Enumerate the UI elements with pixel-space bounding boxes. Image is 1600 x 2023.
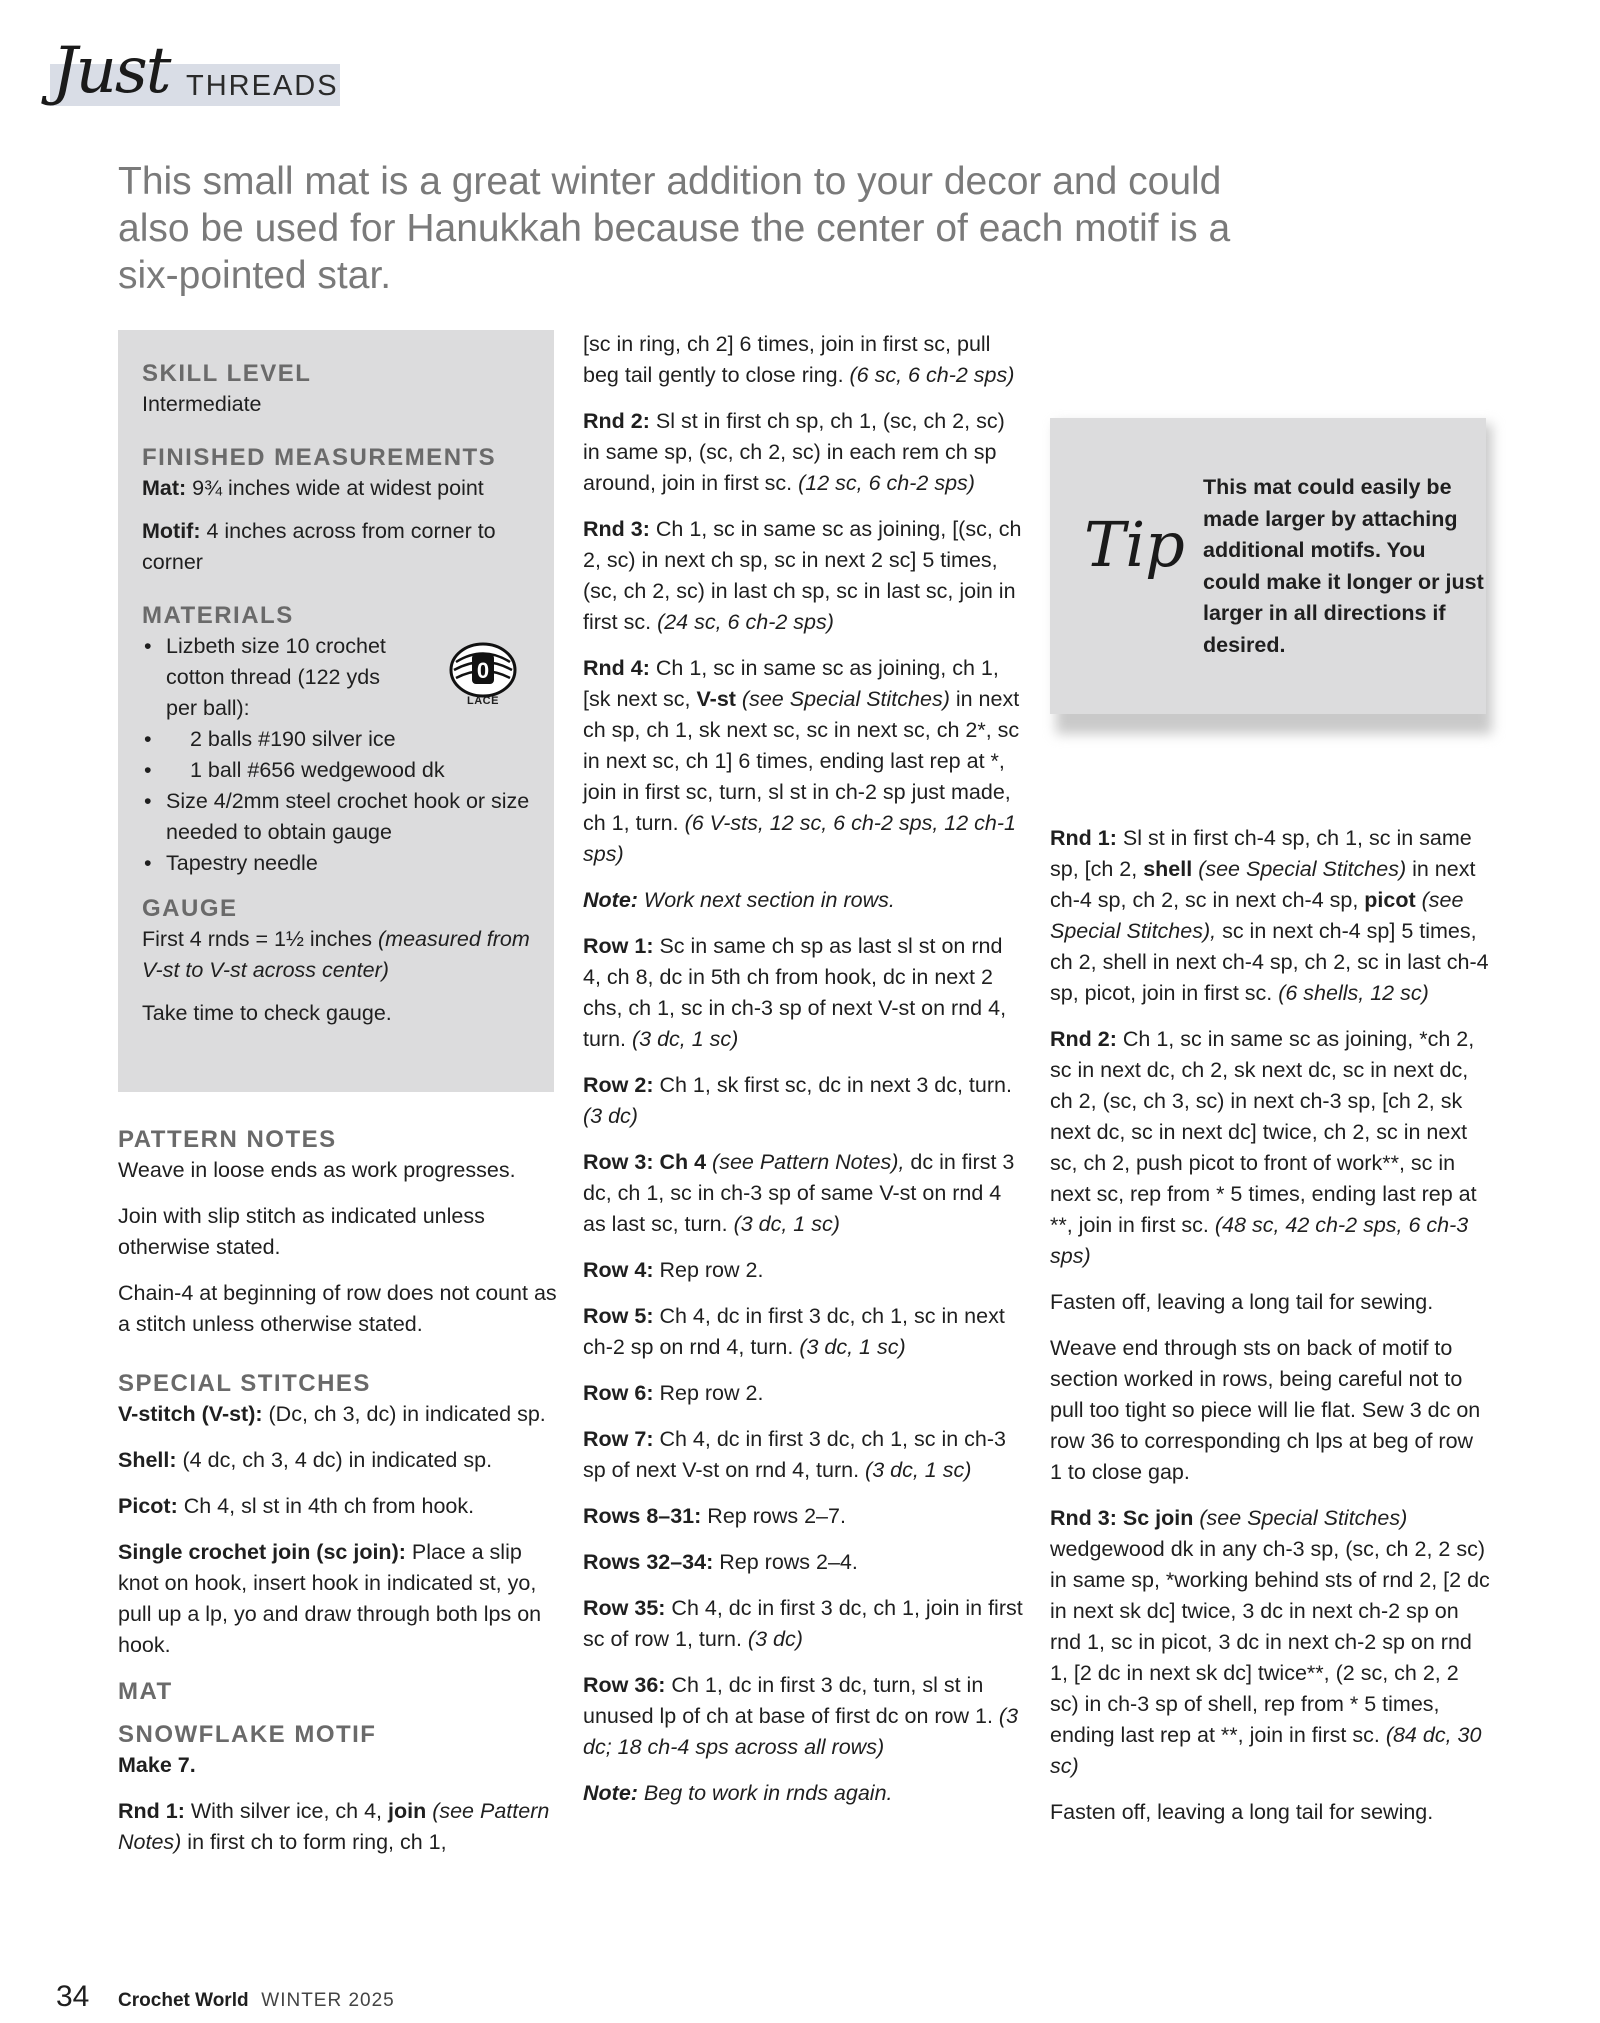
snowflake-motif-heading: SNOWFLAKE MOTIF — [118, 1721, 377, 1748]
instruction-row36: Row 36: Ch 1, dc in first 3 dc, turn, sl st in unused lp of ch at base of first dc on row 1. (3 dc; 18 ch-4 sps across all rows) — [583, 1673, 1019, 1759]
stitch-definition: V-stitch (V-st): (Dc, ch 3, dc) in indicated sp. — [118, 1402, 546, 1426]
pattern-note: Join with slip stitch as indicated unless otherwise stated. — [118, 1204, 485, 1259]
instruction-rnd1-border: Rnd 1: Sl st in first ch-4 sp, ch 1, sc in same sp, [ch 2, shell (see Special Stitches) in next ch-4 sp, ch 2, sc in next ch-4 sp, picot (see Special Stitches), sc in next ch-4 sp] 5 times, ch 2, shell in next ch-4 sp, ch 2, sc in last ch-4 sp, picot, join in first sc. (6 shells, 12 sc) — [1050, 826, 1489, 1005]
note-rounds: Note: Beg to work in rnds again. — [583, 1781, 893, 1805]
left-column — [118, 1118, 558, 1873]
note-rows: Note: Work next section in rows. — [583, 888, 895, 912]
stitch-definition: Picot: Ch 4, sl st in 4th ch from hook. — [118, 1494, 475, 1518]
instruction-row2: Row 2: Ch 1, sk first sc, dc in next 3 dc, turn. (3 dc) — [583, 1073, 1012, 1128]
fasten-off-note: Fasten off, leaving a long tail for sewing. — [1050, 1290, 1434, 1314]
right-column — [1050, 823, 1490, 1843]
instruction-rnd3: Rnd 3: Ch 1, sc in same sc as joining, [(sc, ch 2, sc) in next ch sp, sc in next 2 sc] 5 times, (sc, ch 2, sc) in last ch sp, sc in last sc, join in first sc. (24 sc, 6 ch-2 sps) — [583, 517, 1022, 634]
magazine-name: Crochet World — [118, 1990, 249, 2011]
issue-label: WINTER 2025 — [261, 1990, 395, 2011]
section-script-title: Just — [52, 34, 170, 108]
special-stitches-heading: SPECIAL STITCHES — [118, 1370, 371, 1397]
instruction-row3: Row 3: Ch 4 (see Pattern Notes), dc in first 3 dc, ch 1, sc in ch-3 sp of same V-st on rnd 4 as last sc, turn. (3 dc, 1 sc) — [583, 1150, 1015, 1236]
tip-text: This mat could easily be made larger by attaching additional motifs. You could make it longer or just larger in all directions if desired. — [1203, 475, 1484, 657]
materials-item: • Size 4/2mm steel crochet hook or size needed to obtain gauge — [142, 786, 532, 848]
gauge-text: First 4 rnds = 1½ inches (measured from V-st to V-st across center) — [142, 927, 530, 982]
pattern-note: Weave in loose ends as work progresses. — [118, 1158, 516, 1182]
instruction-rnd1-cont: [sc in ring, ch 2] 6 times, join in first sc, pull beg tail gently to close ring. (6 sc, 6 ch-2 sps) — [583, 332, 1015, 387]
stitch-definition: Single crochet join (sc join): Place a slip knot on hook, insert hook in indicated st, yo, pull up a lp, yo and draw through both lps on hook. — [118, 1540, 542, 1657]
info-sidebar — [118, 330, 554, 1092]
instruction-rnd2: Rnd 2: Sl st in first ch sp, ch 1, (sc, ch 2, sc) in same sp, (sc, ch 2, sc) in each rem ch sp around, join in first sc. (12 sc, 6 ch-2 sps) — [583, 409, 1005, 495]
pattern-note: Chain-4 at beginning of row does not count as a stitch unless otherwise stated. — [118, 1281, 557, 1336]
pattern-notes-heading: PATTERN NOTES — [118, 1126, 337, 1153]
instruction-rnd4: Rnd 4: Ch 1, sc in same sc as joining, ch 1, [sk next sc, V-st (see Special Stitches) in next ch sp, ch 1, sk next sc, sc in next sc, ch 2*, sc in next sc, ch 1] 6 times, ending last rep at *, join in first sc, turn, sl st in ch-2 sp just made, ch 1, turn. (6 V-sts, 12 sc, 6 ch-2 sps, 12 ch-1 sps) — [583, 656, 1020, 866]
mat-heading: MAT — [118, 1678, 173, 1705]
fasten-off-note: Fasten off, leaving a long tail for sewing. — [1050, 1800, 1434, 1824]
finished-measurements-heading: FINISHED MEASUREMENTS — [142, 444, 497, 471]
instruction-row7: Row 7: Ch 4, dc in first 3 dc, ch 1, sc in ch-3 sp of next V-st on rnd 4, turn. (3 dc, 1 sc) — [583, 1427, 1006, 1482]
middle-column — [583, 329, 1023, 1824]
instruction-row4: Row 4: Rep row 2. — [583, 1258, 764, 1282]
instruction-rows8-31: Rows 8–31: Rep rows 2–7. — [583, 1504, 846, 1528]
materials-item: • Tapestry needle — [142, 848, 532, 879]
instruction-rnd1: Rnd 1: With silver ice, ch 4, join (see Pattern Notes) in first ch to form ring, ch 1, — [118, 1799, 550, 1854]
weave-instruction: Weave end through sts on back of motif to section worked in rows, being careful not to pull too tight so piece will lie flat. Sew 3 dc on row 36 to corresponding ch lps at beg of row 1 to close gap. — [1050, 1336, 1481, 1484]
yarn-weight-label: LACE — [467, 695, 499, 707]
materials-subitem: • 2 balls #190 silver ice — [142, 724, 532, 755]
gauge-check: Take time to check gauge. — [142, 1001, 392, 1025]
intro-paragraph: This small mat is a great winter addition to your decor and could also be used for Hanukkah because the center of each motif is a six-pointed star. — [118, 160, 1231, 297]
motif-measurement: Motif: 4 inches across from corner to corner — [142, 519, 496, 574]
instruction-row1: Row 1: Sc in same ch sp as last sl st on rnd 4, ch 8, dc in 5th ch from hook, dc in next 2 chs, ch 1, sc in ch-3 sp of next V-st on rnd 4, turn. (3 dc, 1 sc) — [583, 934, 1007, 1051]
skill-level-value: Intermediate — [142, 392, 262, 416]
page-number: 34 — [56, 1980, 90, 2013]
section-title: THREADS — [186, 70, 339, 102]
instruction-row5: Row 5: Ch 4, dc in first 3 dc, ch 1, sc in next ch-2 sp on rnd 4, turn. (3 dc, 1 sc) — [583, 1304, 1005, 1359]
skill-level-heading: SKILL LEVEL — [142, 360, 312, 387]
materials-item: • Lizbeth size 10 crochet cotton thread (122 yds per ball): — [142, 631, 412, 724]
make-count: Make 7. — [118, 1753, 196, 1777]
instruction-rows32-34: Rows 32–34: Rep rows 2–4. — [583, 1550, 858, 1574]
instruction-row6: Row 6: Rep row 2. — [583, 1381, 764, 1405]
instruction-row35: Row 35: Ch 4, dc in first 3 dc, ch 1, join in first sc of row 1, turn. (3 dc) — [583, 1596, 1023, 1651]
gauge-heading: GAUGE — [142, 895, 238, 922]
yarn-weight-number: 0 — [476, 658, 490, 683]
instruction-rnd3-border: Rnd 3: Sc join (see Special Stitches) wedgewood dk in any ch-3 sp, (sc, ch 2, 2 sc) in same sp, *working behind sts of rnd 2, [2 dc in next sk dc] twice, 3 dc in next ch-2 sp on rnd 1, sc in picot, 3 dc in next ch-2 sp on rnd 1, [2 dc in next sk dc] twice**, (2 sc, ch 2, 2 sc) in ch-3 sp of shell, rep from * 5 times, ending last rep at **, join in first sc. (84 dc, 30 sc) — [1050, 1506, 1490, 1778]
tip-title: Tip — [1084, 508, 1185, 581]
page-footer — [56, 1980, 395, 2014]
instruction-rnd2-border: Rnd 2: Ch 1, sc in same sc as joining, *ch 2, sc in next dc, ch 2, sk next dc, sc in next dc, ch 2, (sc, ch 3, sc) in next ch-3 sp, [ch 2, sk next dc, sc in next dc] twice, ch 2, sc in next sc, ch 2, push picot to front of work**, sc in next sc, rep from * 5 times, ending last rep at **, join in first sc. (48 sc, 42 ch-2 sps, 6 ch-3 sps) — [1050, 1027, 1477, 1268]
stitch-definition: Shell: (4 dc, ch 3, 4 dc) in indicated sp. — [118, 1448, 493, 1472]
materials-subitem: • 1 ball #656 wedgewood dk — [142, 755, 532, 786]
mat-measurement: Mat: 9¾ inches wide at widest point — [142, 476, 484, 500]
materials-heading: MATERIALS — [142, 602, 294, 629]
